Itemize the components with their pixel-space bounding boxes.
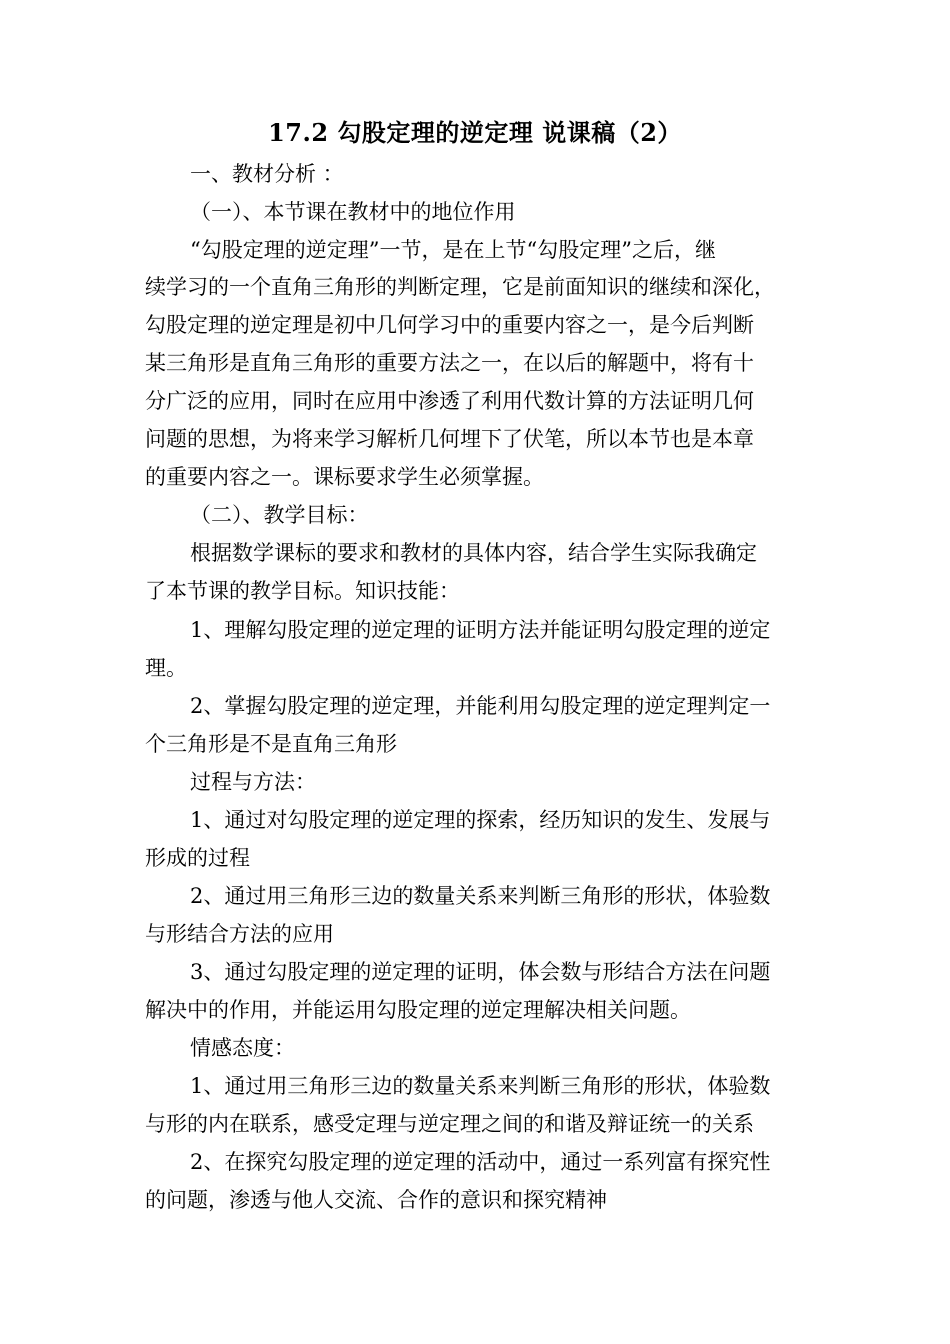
list-item-line: 与形的内在联系，感受定理与逆定理之间的和谐及辩证统一的关系: [145, 1112, 754, 1136]
subsection-heading: 过程与方法：: [190, 770, 316, 794]
document-title: 17.2 勾股定理的逆定理 说课稿（2）: [268, 118, 682, 147]
section-heading: 一、教材分析 ：: [190, 162, 344, 186]
subsection-heading: （二）、教学目标：: [190, 503, 369, 527]
paragraph-line: “勾股定理的逆定理”一节，是在上节“勾股定理”之后，继: [190, 238, 716, 262]
list-item-line: 与形结合方法的应用: [145, 922, 334, 946]
paragraph-line: 了本节课的教学目标。知识技能：: [145, 579, 460, 603]
paragraph-line: 根据数学课标的要求和教材的具体内容，结合学生实际我确定: [190, 541, 757, 565]
list-item-line: 1、通过对勾股定理的逆定理的探索，经历知识的发生、发展与: [190, 808, 771, 832]
list-item-line: 1、通过用三角形三边的数量关系来判断三角形的形状，体验数: [190, 1074, 771, 1098]
paragraph-line: 的重要内容之一。课标要求学生必须掌握。: [145, 465, 544, 489]
paragraph-line: 勾股定理的逆定理是初中几何学习中的重要内容之一，是今后判断: [145, 313, 754, 337]
paragraph-line: 续学习的一个直角三角形的判断定理，它是前面知识的继续和深化，: [145, 275, 775, 299]
list-item-line: 2、在探究勾股定理的逆定理的活动中，通过一系列富有探究性: [190, 1150, 771, 1174]
paragraph-line: 分广泛的应用，同时在应用中渗透了利用代数计算的方法证明几何: [145, 389, 754, 413]
list-item-line: 个三角形是不是直角三角形: [145, 732, 397, 756]
list-item-line: 2、掌握勾股定理的逆定理，并能利用勾股定理的逆定理判定一: [190, 694, 771, 718]
list-item-line: 2、通过用三角形三边的数量关系来判断三角形的形状，体验数: [190, 884, 771, 908]
list-item-line: 理。: [145, 656, 187, 680]
subsection-heading: 情感态度：: [190, 1036, 295, 1060]
list-item-line: 形成的过程: [145, 846, 250, 870]
list-item-line: 1、理解勾股定理的逆定理的证明方法并能证明勾股定理的逆定: [190, 618, 771, 642]
list-item-line: 解决中的作用，并能运用勾股定理的逆定理解决相关问题。: [145, 998, 691, 1022]
subsection-heading: （一）、本节课在教材中的地位作用: [190, 200, 516, 224]
paragraph-line: 问题的思想，为将来学习解析几何埋下了伏笔，所以本节也是本章: [145, 427, 754, 451]
list-item-line: 的问题，渗透与他人交流、合作的意识和探究精神: [145, 1188, 607, 1212]
paragraph-line: 某三角形是直角三角形的重要方法之一，在以后的解题中，将有十: [145, 351, 754, 375]
list-item-line: 3、通过勾股定理的逆定理的证明，体会数与形结合方法在问题: [190, 960, 771, 984]
